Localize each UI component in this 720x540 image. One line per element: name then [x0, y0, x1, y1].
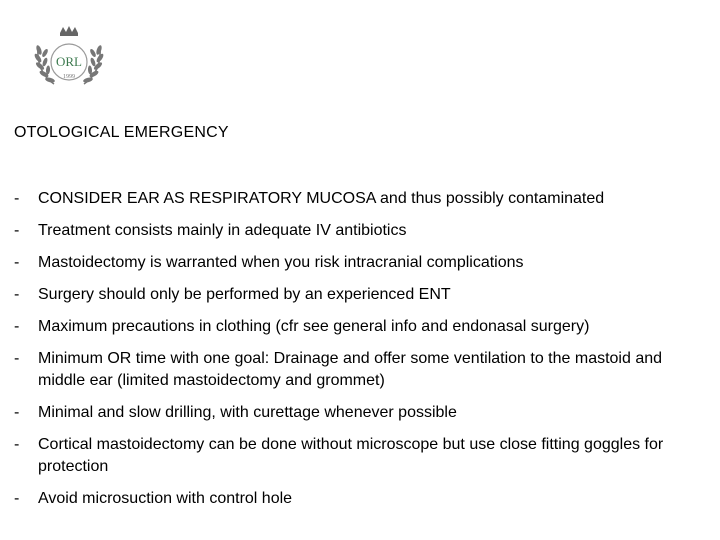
bullet-dash: -	[14, 222, 20, 239]
laurel-right-icon	[83, 45, 105, 84]
list-item	[14, 252, 704, 274]
bullet-list	[14, 188, 704, 520]
list-item	[14, 188, 704, 210]
list-item-text: Maximum precautions in clothing (cfr see general info and endonasal surgery)	[38, 318, 590, 335]
list-item-text: Mastoidectomy is warranted when you risk intracranial complications	[38, 254, 524, 271]
list-item	[14, 488, 704, 510]
list-item	[14, 434, 704, 478]
bullet-dash: -	[14, 350, 20, 367]
list-item	[14, 402, 704, 424]
laurel-left-icon	[33, 45, 55, 84]
list-item-text: Treatment consists mainly in adequate IV antibiotics	[38, 222, 407, 239]
bullet-dash: -	[14, 190, 20, 207]
bullet-dash: -	[14, 404, 20, 421]
bullet-dash: -	[14, 318, 20, 335]
list-item	[14, 316, 704, 338]
list-item-text: Avoid microsuction with control hole	[38, 490, 293, 507]
bullet-dash: -	[14, 436, 20, 453]
bullet-dash: -	[14, 490, 20, 507]
list-item-text: CONSIDER EAR AS RESPIRATORY MUCOSA and thus possibly contaminated	[38, 190, 605, 207]
orl-logo	[30, 24, 108, 90]
logo-text: ORL	[56, 54, 82, 69]
list-item	[14, 220, 704, 242]
list-item-text: Minimal and slow drilling, with curettage whenever possible	[38, 404, 457, 421]
crown-icon	[60, 26, 78, 36]
logo-year: 1999	[63, 74, 75, 80]
list-item-text: Minimum OR time with one goal: Drainage and offer some ventilation to the mastoid and middle ear (limited mastoidectomy and grommet)	[38, 350, 663, 389]
list-item-text: Surgery should only be performed by an experienced ENT	[38, 286, 451, 303]
bullet-dash: -	[14, 286, 20, 303]
list-item	[14, 348, 704, 392]
slide-title: OTOLOGICAL EMERGENCY	[14, 124, 229, 141]
list-item	[14, 284, 704, 306]
bullet-dash: -	[14, 254, 20, 271]
list-item-text: Cortical mastoidectomy can be done without microscope but use close fitting goggles for protection	[38, 436, 664, 475]
